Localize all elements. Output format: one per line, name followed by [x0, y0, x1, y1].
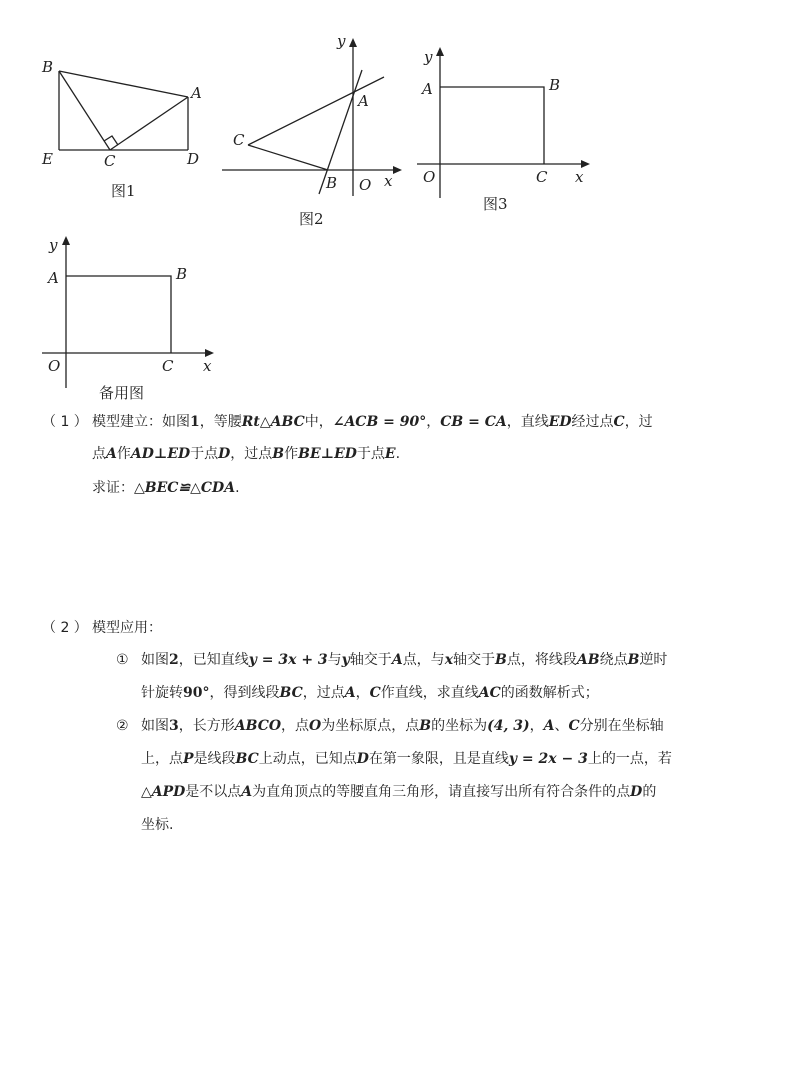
fig3-label-O: O [423, 168, 436, 186]
text-fragment: ， [426, 414, 441, 430]
text-fragment: 的函数解析式； [500, 685, 599, 701]
q2-sub1-marker: ① [116, 652, 129, 668]
text-fragment: 上动点，已知点 [258, 751, 357, 767]
fig3-label-A: A [422, 80, 433, 98]
fig3-rectangle [440, 87, 544, 164]
text-fragment: 在第一象限，且是直线 [368, 751, 509, 767]
math-expression: AB [576, 652, 600, 668]
text-fragment: 点，将线段 [506, 652, 577, 668]
fig2-label-B: B [326, 174, 338, 192]
math-expression: x [444, 652, 454, 668]
fig3-caption: 图3 [483, 195, 508, 213]
fig2-label-C: C [233, 131, 245, 149]
math-expression: A [391, 652, 403, 668]
q2-title [92, 618, 162, 638]
fig3-label-x: x [575, 168, 584, 186]
text-fragment: 、 [554, 718, 569, 734]
q1-line-2 [92, 444, 400, 464]
math-expression: B [272, 446, 285, 462]
math-expression: ABCO [234, 718, 282, 734]
math-expression: C [568, 718, 580, 734]
text-fragment: 为坐标原点，点 [321, 718, 420, 734]
fig1-label-C: C [104, 152, 116, 170]
text-fragment: ，得到线段 [209, 685, 280, 701]
q1-line-3 [92, 478, 240, 498]
fig1-segment-BA [59, 71, 188, 97]
math-expression: B [627, 652, 640, 668]
text-fragment: ，长方形 [178, 718, 235, 734]
text-fragment: 模型应用： [92, 620, 162, 636]
math-expression: A [543, 718, 555, 734]
text-fragment: 模型建立：如图 [92, 414, 190, 430]
math-expression: ∠ACB = 90° [332, 414, 427, 430]
fig4-label-C: C [162, 357, 174, 375]
math-expression: y = 2x − 3 [508, 751, 588, 767]
figure-3 [410, 40, 595, 220]
text-fragment: ， [529, 718, 544, 734]
fig1-label-B: B [42, 58, 54, 76]
text-fragment: ， [355, 685, 370, 701]
fig2-segment-CB [248, 145, 328, 170]
q2-sub1-line-1 [141, 650, 667, 670]
figure-spare [35, 230, 225, 405]
math-expression: BE⊥ED [298, 446, 357, 462]
fig4-rectangle [66, 276, 171, 353]
text-fragment: . [395, 446, 401, 462]
fig4-x-arrow [205, 349, 214, 357]
text-fragment: ，直线 [506, 414, 549, 430]
fig3-label-C: C [536, 168, 548, 186]
math-expression: B [495, 652, 507, 668]
text-fragment: 针旋转 [141, 685, 183, 701]
math-expression: 2 [169, 652, 179, 668]
q2-sub1-line-2 [141, 683, 599, 703]
math-expression: D [630, 784, 643, 800]
math-expression: AC [478, 685, 501, 701]
q2-number: （ 2 ） [42, 620, 88, 636]
math-expression: C [613, 414, 625, 430]
math-expression: CB = CA [440, 414, 507, 430]
text-fragment: 坐标. [141, 817, 174, 833]
text-fragment: 逆时 [639, 652, 668, 668]
figure-1 [30, 50, 220, 210]
fig3-label-B: B [549, 76, 561, 94]
fig2-label-O: O [359, 176, 372, 194]
text-fragment: 轴交于 [453, 652, 496, 668]
text-fragment: . [235, 480, 240, 496]
fig4-y-arrow [62, 236, 70, 245]
text-fragment: 轴交于 [349, 652, 392, 668]
text-fragment: 绕点 [599, 652, 628, 668]
text-fragment: 中， [304, 414, 333, 430]
text-fragment: 点，与 [402, 652, 445, 668]
text-fragment: 与 [327, 652, 342, 668]
fig4-label-A: A [48, 269, 59, 287]
fig4-label-O: O [48, 357, 61, 375]
text-fragment: ，过点 [230, 446, 273, 462]
fig1-caption: 图1 [111, 182, 136, 200]
math-expression: D [356, 751, 369, 767]
fig4-caption: 备用图 [99, 384, 145, 402]
text-fragment: ，点 [281, 718, 310, 734]
text-fragment: 作直线，求直线 [380, 685, 479, 701]
math-expression: E [384, 446, 396, 462]
math-expression: AD⊥ED [130, 446, 191, 462]
text-fragment: 上，点 [141, 751, 183, 767]
math-expression: BC [279, 685, 303, 701]
math-expression: ED [548, 414, 572, 430]
q1-number: （ 1 ） [42, 414, 88, 430]
text-fragment: ，过点 [302, 685, 345, 701]
figure-2 [215, 30, 405, 230]
math-expression: △BEC≌△CDA [134, 480, 236, 496]
fig2-line-AC [248, 77, 384, 145]
math-expression: 3 [169, 718, 179, 734]
math-expression: A [241, 784, 253, 800]
text-fragment: 于点 [356, 446, 385, 462]
q2-sub2-line-1 [141, 716, 664, 736]
fig3-label-y: y [424, 48, 433, 66]
fig2-label-y: y [337, 32, 346, 50]
text-fragment: 是不以点 [185, 784, 242, 800]
text-fragment: ，等腰 [199, 414, 242, 430]
fig2-x-arrow [393, 166, 402, 174]
fig1-segment-CA [110, 97, 188, 150]
math-expression: D [218, 446, 231, 462]
fig4-label-B: B [176, 265, 188, 283]
math-expression: Rt△ABC [241, 414, 305, 430]
math-expression: 90° [183, 685, 210, 701]
math-expression: P [183, 751, 194, 767]
text-fragment: 上的一点，若 [587, 751, 672, 767]
text-fragment: 如图 [141, 652, 169, 668]
q2-sub2-line-3 [141, 782, 656, 802]
text-fragment: 如图 [141, 718, 169, 734]
math-expression: A [344, 685, 356, 701]
text-fragment: ，过 [624, 414, 653, 430]
fig3-y-arrow [436, 47, 444, 56]
math-expression: A [106, 446, 117, 462]
text-fragment: 作 [284, 446, 299, 462]
math-expression: y [341, 652, 350, 668]
q2-sub2-marker: ② [116, 718, 129, 734]
q2-sub2-line-2 [141, 749, 672, 769]
text-fragment: 求证： [92, 480, 134, 496]
text-fragment: 是线段 [193, 751, 236, 767]
math-expression: BC [235, 751, 259, 767]
text-fragment: ，已知直线 [178, 652, 249, 668]
fig1-segment-BC [59, 71, 110, 150]
text-fragment: 于点 [190, 446, 219, 462]
fig2-label-A: A [358, 92, 369, 110]
fig3-x-arrow [581, 160, 590, 168]
math-expression: O [309, 718, 322, 734]
text-fragment: 的坐标为 [431, 718, 488, 734]
fig1-label-E: E [42, 150, 53, 168]
text-fragment: 作 [116, 446, 131, 462]
fig4-label-x: x [203, 357, 212, 375]
fig1-label-A: A [191, 84, 202, 102]
fig2-caption: 图2 [299, 210, 324, 228]
q2-sub2-line-4 [141, 815, 173, 835]
fig2-label-x: x [384, 172, 393, 190]
text-fragment: 的 [642, 784, 657, 800]
text-fragment: 为直角顶点的等腰直角三角形，请直接写出所有符合条件的点 [252, 784, 631, 800]
text-fragment: 点 [92, 446, 106, 462]
math-expression: (4, 3) [487, 718, 530, 734]
math-expression: △APD [141, 784, 186, 800]
text-fragment: 分别在坐标轴 [579, 718, 664, 734]
fig2-y-arrow [349, 38, 357, 47]
fig4-label-y: y [49, 236, 58, 254]
text-fragment: 经过点 [571, 414, 614, 430]
math-expression: C [369, 685, 381, 701]
q1-line-1 [92, 412, 653, 432]
math-expression: B [419, 718, 432, 734]
math-expression: y = 3x + 3 [248, 652, 328, 668]
math-expression: 1 [190, 414, 200, 430]
fig1-label-D: D [187, 150, 200, 168]
